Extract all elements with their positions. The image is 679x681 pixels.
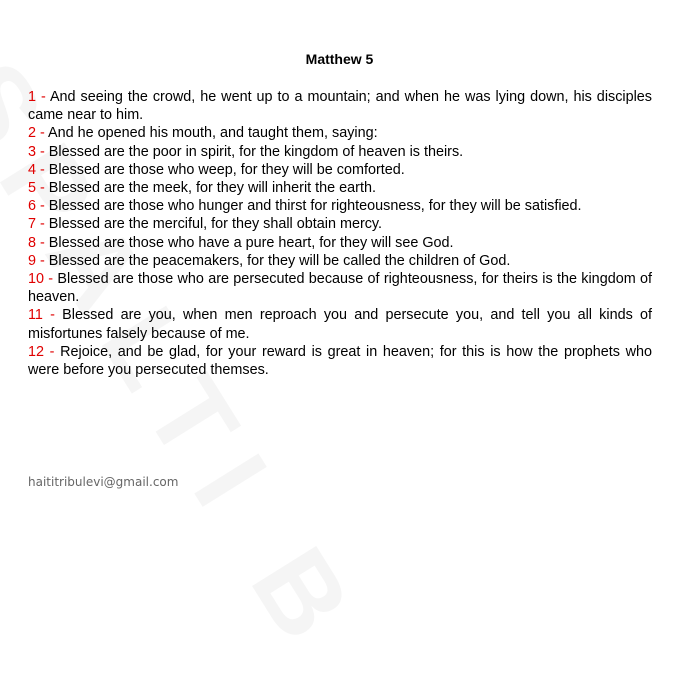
verse-text: Blessed are those who hunger and thirst for righteousness, for they will be satisfied. xyxy=(44,198,582,215)
footer-email: haititribulevi@gmail.com xyxy=(28,475,179,489)
verse xyxy=(28,197,652,215)
verse xyxy=(28,234,652,252)
verse-number: 4 - xyxy=(28,161,45,178)
verse-text: Blessed are those who are persecuted because of righteousness, for theirs is the kingdom of heaven. xyxy=(28,271,652,306)
verse-number: 12 - xyxy=(28,343,55,360)
verse-list xyxy=(28,88,652,379)
verse-number: 8 - xyxy=(28,234,45,251)
verse xyxy=(28,88,652,124)
verse xyxy=(28,252,652,270)
verse-number: 1 - xyxy=(28,89,46,105)
verse-text: Blessed are the poor in spirit, for the kingdom of heaven is theirs. xyxy=(44,143,464,160)
verse-text: And seeing the crowd, he went up to a mountain; and when he was lying down, his disciples came near to him. xyxy=(28,89,652,124)
verse-number: 11 - xyxy=(28,307,55,324)
verse-text: Blessed are the merciful, for they shall obtain mercy. xyxy=(44,216,383,233)
verse-text: Blessed are those who have a pure heart, for they will see God. xyxy=(44,234,454,251)
verse-text: Blessed are you, when men reproach you and persecute you, and tell you all kinds of misfortunes falsely because of me. xyxy=(28,307,652,342)
page-title: Matthew 5 xyxy=(305,51,374,67)
verse-number: 9 - xyxy=(28,252,45,269)
verse xyxy=(28,143,652,161)
verse xyxy=(28,270,652,306)
verse-text: And he opened his mouth, and taught them, saying: xyxy=(44,125,378,142)
verse xyxy=(28,343,652,379)
verse-number: 5 - xyxy=(28,180,45,197)
verse xyxy=(28,306,652,342)
verse-text: Blessed are those who weep, for they will be comforted. xyxy=(44,161,405,178)
verse-text: Blessed are the meek, for they will inherit the earth. xyxy=(44,180,376,197)
verse-text: Blessed are the peacemakers, for they will be called the children of God. xyxy=(44,252,511,269)
verse xyxy=(28,161,652,179)
verse-number: 10 - xyxy=(28,271,54,288)
verse-number: 6 - xyxy=(28,198,45,215)
verse xyxy=(28,215,652,233)
verse-number: 2 - xyxy=(28,125,45,142)
verse xyxy=(28,179,652,197)
verse xyxy=(28,124,652,142)
verse-text: Rejoice, and be glad, for your reward is great in heaven; for this is how the prophets who were before you persecuted themses. xyxy=(28,343,652,379)
verse-number: 3 - xyxy=(28,143,45,160)
verse-number: 7 - xyxy=(28,216,45,233)
